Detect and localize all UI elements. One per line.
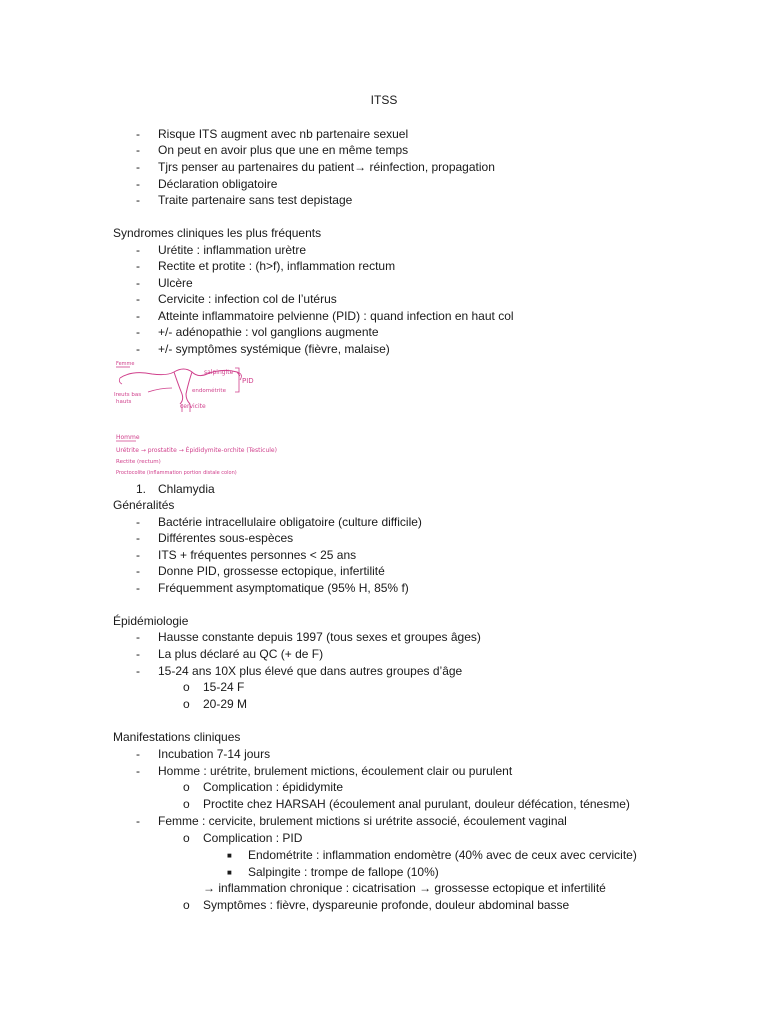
sub-list-item: 15-24 F <box>203 680 245 694</box>
sub-sub-list-item: Endométrite : inflammation endomètre (40% avec de ceux avec cervicite) <box>248 848 637 862</box>
manifestations-heading: Manifestations cliniques <box>113 730 241 744</box>
list-item: Déclaration obligatoire <box>158 177 278 191</box>
document-title: ITSS <box>370 93 398 107</box>
circle-marker: o <box>183 898 190 912</box>
arrow-note: → inflammation chronique : cicatrisation → grossesse ectopique et infertilité <box>203 881 606 895</box>
sketch-male-line-1: Urétrite → prostatite → Épididymite-orchite (Testicule) <box>116 447 277 454</box>
list-item: Hausse constante depuis 1997 (tous sexes et groupes âges) <box>158 630 481 644</box>
list-item: Donne PID, grossesse ectopique, infertilité <box>158 564 385 578</box>
list-item: Atteinte inflammatoire pelvienne (PID) : quand infection en haut col <box>158 309 514 323</box>
dash-marker: - <box>136 292 140 306</box>
list-item: Homme : urétrite, brulement mictions, écoulement clair ou purulent <box>158 764 513 778</box>
dash-marker: - <box>136 764 140 778</box>
sub-list-item: Complication : PID <box>203 831 303 845</box>
dash-marker: - <box>136 259 140 273</box>
square-marker: ■ <box>227 851 232 860</box>
dash-marker: - <box>136 127 140 141</box>
dash-marker: - <box>136 548 140 562</box>
sketch-pid: PID <box>242 377 254 385</box>
sub-sub-list-item: Salpingite : trompe de fallope (10%) <box>248 865 439 879</box>
dash-marker: - <box>136 630 140 644</box>
list-item: Urétite : inflammation urètre <box>158 243 307 257</box>
list-item: Risque ITS augment avec nb partenaire sexuel <box>158 127 409 141</box>
sketch-male-line-2: Rectite (rectum) <box>116 459 161 465</box>
dash-marker: - <box>136 325 140 339</box>
sketch-cervicite: cervicite <box>180 403 206 410</box>
list-item: 15-24 ans 10X plus élevé que dans autres groupes d’âge <box>158 664 463 678</box>
list-item: +/- symptômes systémique (fièvre, malaise) <box>158 342 390 356</box>
sub-list-item: 20-29 M <box>203 697 248 711</box>
list-item: Femme : cervicite, brulement mictions si urétrite associé, écoulement vaginal <box>158 814 567 828</box>
dash-marker: - <box>136 276 140 290</box>
list-item: On peut en avoir plus que une en même temps <box>158 143 409 157</box>
list-item: Fréquemment asymptomatique (95% H, 85% f) <box>158 581 409 595</box>
handwritten-male-sketch <box>112 430 332 482</box>
sub-list-item: Proctite chez HARSAH (écoulement anal purulant, douleur défécation, ténesme) <box>203 797 630 811</box>
dash-marker: - <box>136 664 140 678</box>
list-item: ITS + fréquentes personnes < 25 ans <box>158 548 357 562</box>
dash-marker: - <box>136 531 140 545</box>
sketch-male-line-3: Proctocolite (inflammation portion distale colon) <box>116 470 237 476</box>
dash-marker: - <box>136 143 140 157</box>
list-item: Cervicite : infection col de l’utérus <box>158 292 337 306</box>
circle-marker: o <box>183 780 190 794</box>
square-marker: ■ <box>227 868 232 877</box>
list-item: Bactérie intracellulaire obligatoire (culture difficile) <box>158 515 422 529</box>
sketch-label-homme: Homme <box>116 434 140 441</box>
dash-marker: - <box>136 309 140 323</box>
syndromes-heading: Syndromes cliniques les plus fréquents <box>113 226 322 240</box>
list-item: Traite partenaire sans test depistage <box>158 193 353 207</box>
sub-list-item: Symptômes : fièvre, dyspareunie profonde, douleur abdominal basse <box>203 898 570 912</box>
dash-marker: - <box>136 177 140 191</box>
dash-marker: - <box>136 747 140 761</box>
dash-marker: - <box>136 160 140 174</box>
list-item: Ulcère <box>158 276 193 290</box>
circle-marker: o <box>183 797 190 811</box>
generalites-heading: Généralités <box>113 498 175 512</box>
list-item: Tjrs penser au partenaires du patient→ réinfection, propagation <box>158 160 495 174</box>
dash-marker: - <box>136 814 140 828</box>
list-item: La plus déclaré au QC (+ de F) <box>158 647 324 661</box>
epidemiologie-heading: Épidémiologie <box>113 614 189 628</box>
sketch-left-note-2: hauts <box>116 399 132 405</box>
sub-list-item: Complication : épididymite <box>203 780 344 794</box>
circle-marker: o <box>183 831 190 845</box>
circle-marker: o <box>183 680 190 694</box>
list-item: Différentes sous-espèces <box>158 531 294 545</box>
dash-marker: - <box>136 515 140 529</box>
dash-marker: - <box>136 342 140 356</box>
sketch-salpingite: salpingite <box>204 369 234 376</box>
dash-marker: - <box>136 564 140 578</box>
dash-marker: - <box>136 581 140 595</box>
numbered-marker: 1. <box>136 482 147 496</box>
circle-marker: o <box>183 697 190 711</box>
dash-marker: - <box>136 647 140 661</box>
sketch-label-femme: Femme <box>116 361 135 367</box>
dash-marker: - <box>136 243 140 257</box>
list-item: Rectite et protite : (h>f), inflammation rectum <box>158 259 396 273</box>
handwritten-female-sketch <box>112 358 332 418</box>
dash-marker: - <box>136 193 140 207</box>
chlamydia-title: Chlamydia <box>158 482 215 496</box>
sketch-endometrite: endométrite <box>192 388 226 394</box>
sketch-left-note-1: Ireuts bas <box>114 392 142 398</box>
list-item: +/- adénopathie : vol ganglions augmente <box>158 325 379 339</box>
list-item: Incubation 7-14 jours <box>158 747 271 761</box>
